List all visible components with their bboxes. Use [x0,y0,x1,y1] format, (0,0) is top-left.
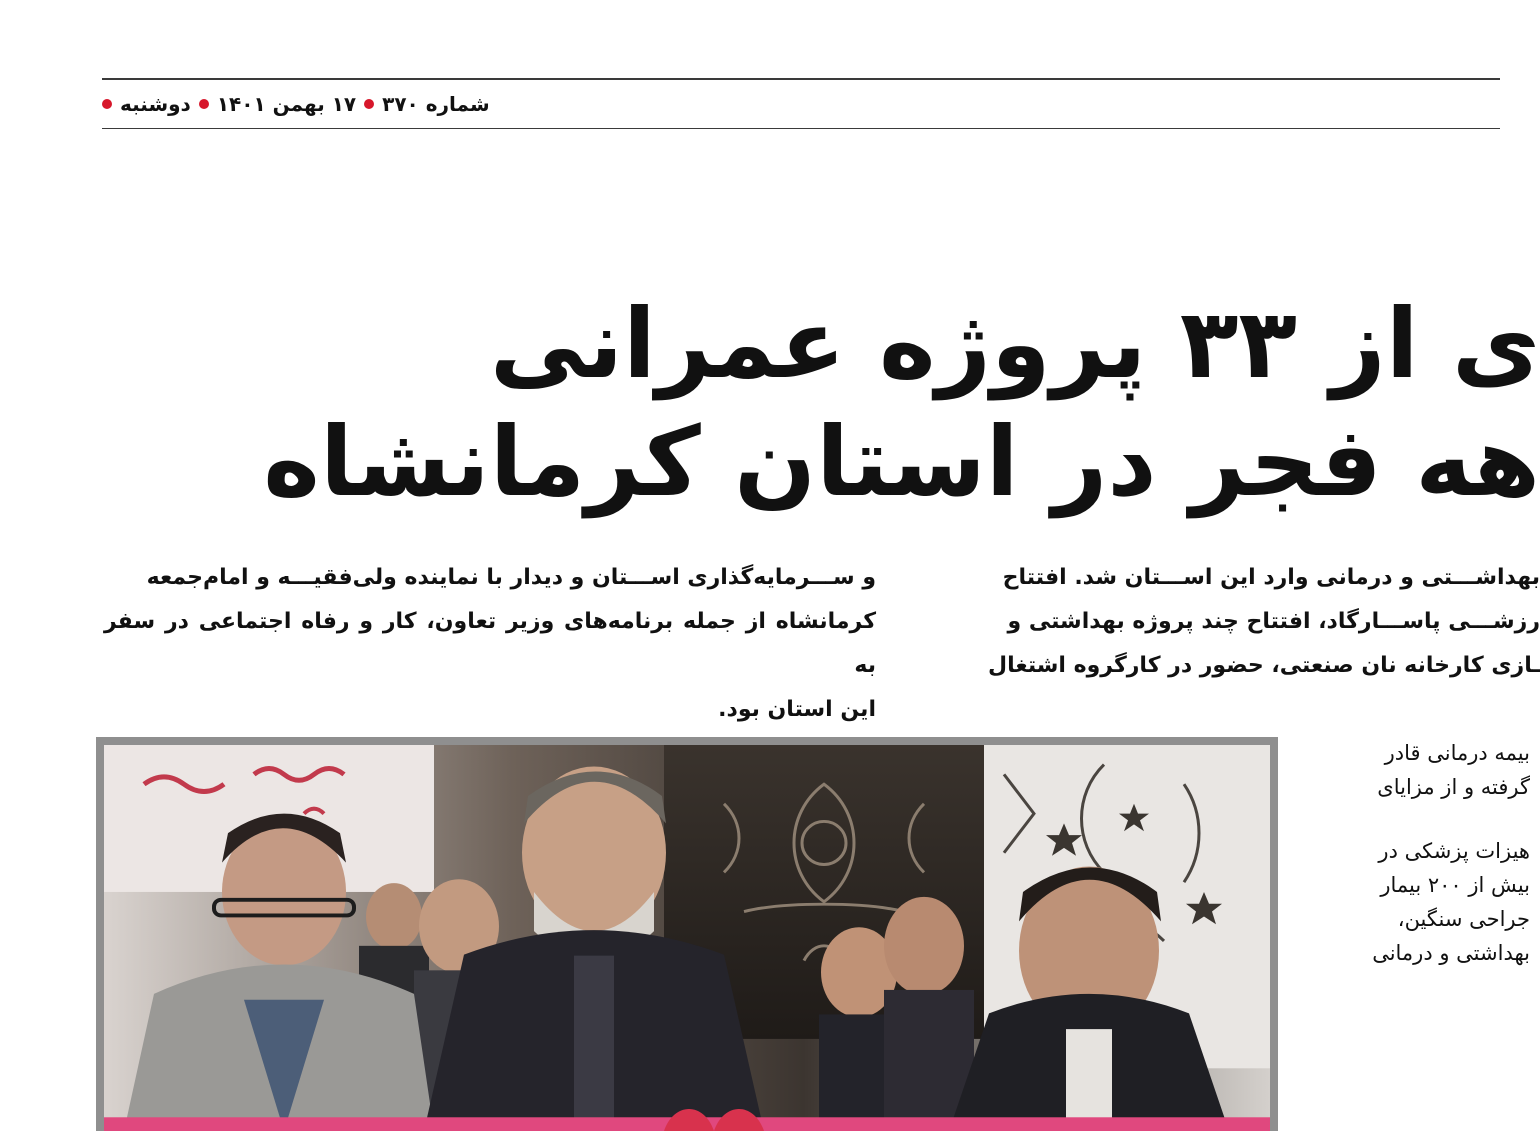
sidebar-line: جراحی سنگین، [1397,907,1530,931]
news-photo-frame [96,737,1278,1131]
sidebar-line: بهداشتی و درمانی [1372,941,1530,965]
sidebar-line: بیمه درمانی قادر [1384,741,1530,765]
masthead-dateline [102,88,490,120]
masthead-bottom-rule [102,128,1500,129]
body-column-middle [104,556,876,732]
headline-line-1: ی از ۳۳ پروژه عمرانی [489,288,1540,400]
sidebar-paragraph [1330,736,1530,804]
body-column-right [920,556,1540,688]
body-line: کرمانشاه از جمله برنامه‌های وزیر تعاون، کار و رفاه اجتماعی در سفر به [104,609,876,678]
ribbon-cutting-photo [104,745,1270,1131]
bullet-icon [199,99,209,109]
sidebar-line: گرفته و از مزایای [1377,775,1530,799]
sidebar-line: هیزات پزشکی در [1378,839,1530,863]
dateline-date: ۱۷ بهمن ۱۴۰۱ [216,92,357,116]
bullet-icon [102,99,112,109]
body-line: این استان بود. [718,697,876,722]
sidebar-line: بیش از ۲۰۰ بیمار [1380,873,1530,897]
dateline-issue: شماره ۳۷۰ [382,92,490,116]
dateline-day: دوشنبه [120,92,191,116]
masthead-top-rule [102,78,1500,80]
body-line: رزشـــی پاســـارگاد، افتتاح چند پروژه بهداشتی و [1007,609,1540,634]
body-line: بهداشـــتی و درمانی وارد این اســـتان شد. افتتاح [1002,565,1540,590]
body-column-sidebar [1330,736,1530,970]
headline [263,285,1540,521]
sidebar-paragraph [1330,834,1530,970]
bullet-icon [364,99,374,109]
headline-line-2: هه فجر در استان کرمانشاه [263,406,1540,518]
body-line: ـازی کارخانه نان صنعتی، حضور در کارگروه اشتغال [988,653,1540,678]
body-line: و ســـرمایه‌گذاری اســـتان و دیدار با نماینده ولی‌فقیـــه و امام‌جمعه [146,565,876,590]
